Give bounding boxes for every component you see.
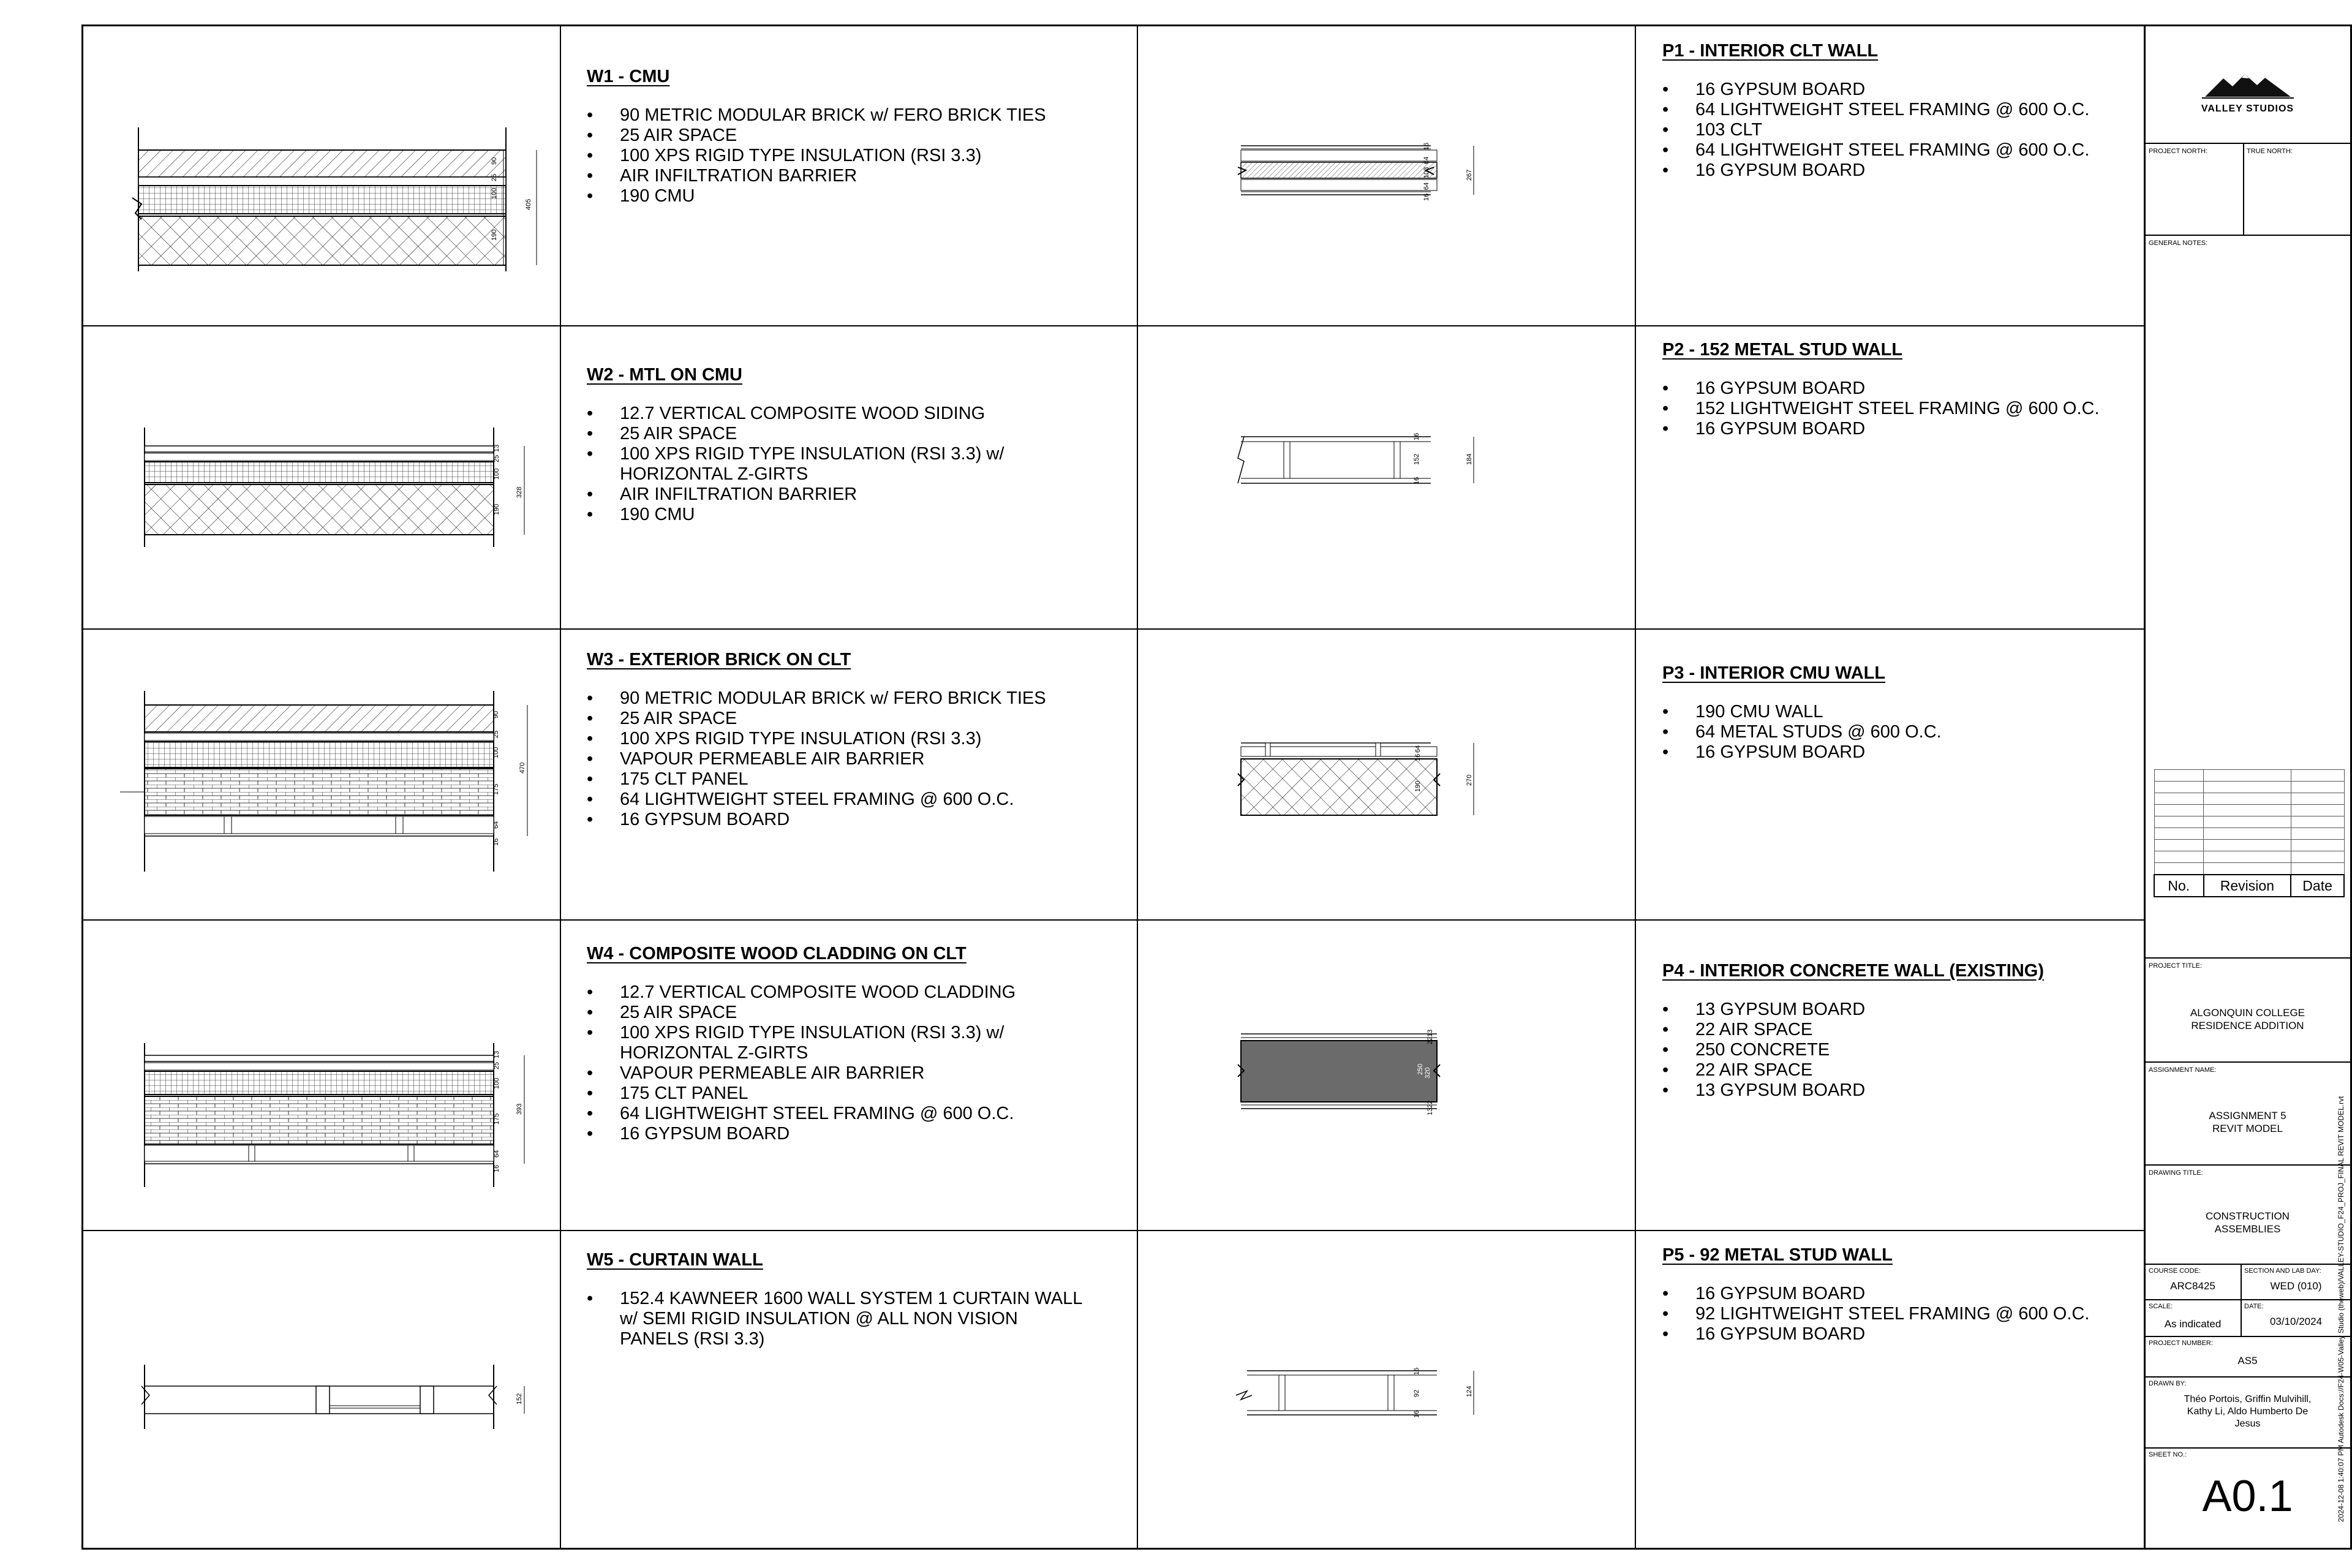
w2-section-drawing (132, 394, 524, 553)
assembly-p3 (1662, 663, 1942, 763)
layer-item: • 100 XPS RIGID TYPE INSULATION (RSI 3.3) w/ HORIZONTAL Z-GIRTS (587, 444, 1004, 484)
assembly-w2 (587, 365, 1004, 525)
p4-dim: 22 (1427, 1036, 1434, 1044)
date-label: DATE: (2244, 1303, 2264, 1310)
rev-header-revision: Revision (2204, 875, 2291, 897)
scale-value: As indicated (2164, 1318, 2222, 1330)
w1-dim: 100 (491, 187, 498, 199)
assignment-name: ASSIGNMENT 5 REVIT MODEL (2209, 1110, 2286, 1134)
p5-section-drawing (1235, 1343, 1651, 1447)
w4-dim: 16 (493, 1164, 500, 1172)
true-north-label: TRUE NORTH: (2247, 148, 2293, 155)
w2-dim: 100 (493, 468, 500, 480)
tb-rule (2145, 1336, 2350, 1337)
w3-dim: 16 (492, 838, 500, 846)
layer-item: • 22 AIR SPACE (1662, 1020, 2044, 1040)
p5-dim: 16 (1413, 1410, 1420, 1418)
drawing-title: CONSTRUCTION ASSEMBLIES (2206, 1210, 2290, 1235)
assembly-p2 (1662, 340, 2100, 439)
p4-section-drawing (1235, 1019, 1651, 1135)
section-day: WED (010) (2270, 1280, 2322, 1292)
layer-item: • 16 GYPSUM BOARD (587, 1124, 1016, 1144)
layer-list (1662, 1284, 2089, 1344)
p5-dim: 92 (1413, 1389, 1420, 1397)
w3-dim: 25 (492, 730, 500, 738)
layer-item: • 190 CMU WALL (1662, 702, 1942, 722)
tb-rule (2145, 1299, 2350, 1300)
layer-item: • 16 GYPSUM BOARD (1662, 1324, 2089, 1344)
w3-dim: 64 (492, 821, 500, 829)
layer-item: • 16 GYPSUM BOARD (587, 810, 1046, 830)
w1-section-drawing (132, 94, 532, 277)
p1-dim: 16 (1423, 142, 1430, 150)
w2-dim: 25 (493, 454, 500, 462)
p2-dim: 152 (1413, 453, 1420, 465)
layer-item: • 25 AIR SPACE (587, 126, 1046, 146)
tb-rule (2145, 1376, 2350, 1378)
layer-list (587, 105, 1046, 206)
w3-dim: 90 (492, 710, 500, 718)
layer-item: • 64 LIGHTWEIGHT STEEL FRAMING @ 600 O.C. (1662, 100, 2089, 120)
w3-dim: 100 (492, 747, 500, 758)
tb-rule (2145, 1447, 2350, 1449)
layer-item: • 64 LIGHTWEIGHT STEEL FRAMING @ 600 O.C. (1662, 140, 2089, 160)
assembly-p5 (1662, 1245, 2089, 1344)
grid-divider (83, 919, 2144, 921)
project-number: AS5 (2237, 1355, 2258, 1366)
w4-dim: 100 (493, 1077, 500, 1089)
w3-dim-total: 470 (519, 762, 526, 774)
assembly-title: W1 - CMU (587, 67, 670, 86)
general-notes-label: GENERAL NOTES: (2149, 239, 2208, 247)
firm-name: VALLEY STUDIOS (2201, 104, 2294, 114)
w1-dim-total: 405 (525, 198, 532, 210)
project-title: ALGONQUIN COLLEGE RESIDENCE ADDITION (2190, 1007, 2305, 1031)
p5-dim-total: 124 (1466, 1385, 1473, 1397)
p3-dim: 190 (1414, 780, 1422, 792)
date-value: 03/10/2024 (2269, 1316, 2323, 1327)
layer-item: • 92 LIGHTWEIGHT STEEL FRAMING @ 600 O.C. (1662, 1304, 2089, 1324)
layer-item: • 152 LIGHTWEIGHT STEEL FRAMING @ 600 O.C. (1662, 399, 2100, 419)
layer-list (1662, 1000, 2044, 1101)
w4-dim: 25 (493, 1061, 500, 1069)
tb-rule (2145, 143, 2350, 144)
p3-dim: 64 (1414, 745, 1422, 753)
w3-section-drawing (120, 682, 537, 878)
w1-dim: 190 (491, 229, 498, 241)
rev-header-no: No. (2154, 875, 2204, 897)
layer-item: • 22 AIR SPACE (1662, 1060, 2044, 1080)
w2-dim: 190 (493, 503, 500, 515)
course-code: ARC8425 (2170, 1280, 2215, 1292)
drawn-by-label: DRAWN BY: (2149, 1380, 2187, 1387)
w4-dim-total: 393 (516, 1103, 523, 1115)
w4-dim: 175 (493, 1113, 500, 1125)
grid-divider (83, 628, 2144, 630)
project-title-label: PROJECT TITLE: (2149, 962, 2203, 970)
title-block (2145, 26, 2350, 1548)
layer-list (1662, 80, 2089, 181)
layer-item: • 25 AIR SPACE (587, 424, 1004, 444)
w4-section-drawing (132, 997, 524, 1199)
grid-divider (1137, 26, 1138, 1548)
w2-dim-total: 328 (516, 486, 523, 498)
layer-item: • 175 CLT PANEL (587, 769, 1046, 790)
project-number-label: PROJECT NUMBER: (2149, 1340, 2213, 1347)
scale-label: SCALE: (2149, 1303, 2173, 1310)
layer-list (587, 688, 1046, 830)
layer-item: • 16 GYPSUM BOARD (1662, 379, 2100, 399)
w1-dim: 25 (491, 173, 498, 181)
w1-dim: 90 (491, 157, 498, 165)
assembly-title: W5 - CURTAIN WALL (587, 1250, 763, 1270)
assembly-title: P4 - INTERIOR CONCRETE WALL (EXISTING) (1662, 961, 2044, 981)
layer-item: • 13 GYPSUM BOARD (1662, 1000, 2044, 1020)
layer-item: • 25 AIR SPACE (587, 1003, 1016, 1023)
tb-rule (2243, 143, 2244, 235)
layer-item: • 16 GYPSUM BOARD (1662, 80, 2089, 100)
course-code-label: COURSE CODE: (2149, 1267, 2201, 1275)
revision-table (2154, 769, 2345, 897)
layer-item: • 90 METRIC MODULAR BRICK w/ FERO BRICK TIES (587, 688, 1046, 709)
p4-dim-total: 320 (1424, 1067, 1431, 1079)
layer-item: • 100 XPS RIGID TYPE INSULATION (RSI 3.3) w/ HORIZONTAL Z-GIRTS (587, 1023, 1016, 1063)
w4-dim: 13 (493, 1050, 500, 1058)
assembly-title: W2 - MTL ON CMU (587, 365, 742, 385)
layer-item: • 100 XPS RIGID TYPE INSULATION (RSI 3.3) (587, 146, 1046, 166)
tb-rule (2145, 235, 2350, 236)
assembly-title: W3 - EXTERIOR BRICK ON CLT (587, 650, 851, 669)
p1-dim: 16 (1423, 193, 1430, 201)
w5-section-drawing (132, 1337, 524, 1447)
w2-dim: 13 (493, 444, 500, 452)
p1-section-drawing (1235, 112, 1651, 253)
layer-item: • AIR INFILTRATION BARRIER (587, 484, 1004, 505)
p4-dim: 13 (1427, 1029, 1434, 1037)
assembly-title: P2 - 152 METAL STUD WALL (1662, 340, 1903, 360)
assembly-title: P3 - INTERIOR CMU WALL (1662, 663, 1886, 683)
project-north-label: PROJECT NORTH: (2149, 148, 2208, 155)
grid-divider (83, 325, 2144, 326)
sheet-no-label: SHEET NO.: (2149, 1451, 2187, 1458)
mountain-logo-icon (2199, 69, 2297, 100)
layer-item: • 100 XPS RIGID TYPE INSULATION (RSI 3.3) (587, 729, 1046, 749)
assembly-p1 (1662, 41, 2089, 181)
tb-rule (2145, 1264, 2350, 1265)
assembly-w5 (587, 1250, 1082, 1349)
drawing-title-label: DRAWING TITLE: (2149, 1169, 2203, 1177)
layer-list (587, 982, 1016, 1144)
layer-item: • 152.4 KAWNEER 1600 WALL SYSTEM 1 CURTAIN WALL w/ SEMI RIGID INSULATION @ ALL NON VISION PANELS (RSI 3.3) (587, 1289, 1082, 1349)
p3-dim-total: 270 (1466, 774, 1473, 786)
assembly-title: P1 - INTERIOR CLT WALL (1662, 41, 1879, 61)
layer-list (1662, 702, 1942, 763)
p4-dim: 22 (1427, 1100, 1434, 1108)
p2-dim-total: 184 (1466, 453, 1473, 465)
layer-item: • 190 CMU (587, 505, 1004, 525)
assignment-label: ASSIGNMENT NAME: (2149, 1066, 2217, 1074)
layer-item: • VAPOUR PERMEABLE AIR BARRIER (587, 1063, 1016, 1084)
w4-dim: 64 (493, 1150, 500, 1158)
layer-item: • 16 GYPSUM BOARD (1662, 160, 2089, 181)
layer-item: • 103 CLT (1662, 120, 2089, 140)
tb-rule (2145, 1061, 2350, 1063)
w3-dim: 175 (492, 783, 500, 795)
p2-dim: 16 (1413, 432, 1420, 440)
assembly-title: W4 - COMPOSITE WOOD CLADDING ON CLT (587, 944, 967, 963)
rev-header-date: Date (2291, 875, 2344, 897)
layer-list (1662, 379, 2100, 439)
p1-dim: 64 (1423, 182, 1430, 190)
layer-item: • 16 GYPSUM BOARD (1662, 742, 1942, 763)
layer-item: • 25 AIR SPACE (587, 709, 1046, 729)
layer-item: • 64 METAL STUDS @ 600 O.C. (1662, 722, 1942, 742)
p4-dim: 250 (1417, 1063, 1424, 1075)
tb-rule (2145, 957, 2350, 959)
p4-dim: 13 (1427, 1107, 1434, 1115)
layer-item: • VAPOUR PERMEABLE AIR BARRIER (587, 749, 1046, 769)
grid-divider (560, 26, 561, 1548)
sheet-number: A0.1 (2202, 1472, 2293, 1521)
p3-section-drawing (1235, 731, 1651, 853)
layer-item: • 12.7 VERTICAL COMPOSITE WOOD CLADDING (587, 982, 1016, 1003)
grid-divider (83, 1230, 2144, 1231)
assembly-w3 (587, 650, 1046, 830)
layer-item: • 90 METRIC MODULAR BRICK w/ FERO BRICK TIES (587, 105, 1046, 126)
assembly-w1 (587, 67, 1046, 206)
p1-dim-total: 267 (1466, 169, 1473, 181)
layer-item: • 250 CONCRETE (1662, 1040, 2044, 1060)
section-label: SECTION AND LAB DAY: (2244, 1267, 2321, 1275)
p1-dim: 103 (1423, 167, 1430, 178)
w5-dim-total: 152 (516, 1393, 523, 1404)
layer-item: • 16 GYPSUM BOARD (1662, 419, 2100, 439)
p2-section-drawing (1235, 424, 1651, 516)
layer-item: • 12.7 VERTICAL COMPOSITE WOOD SIDING (587, 404, 1004, 424)
layer-list (587, 404, 1004, 525)
layer-item: • 16 GYPSUM BOARD (1662, 1284, 2089, 1304)
drawing-sheet (81, 24, 2352, 1550)
layer-item: • 175 CLT PANEL (587, 1084, 1016, 1104)
p3-dim: 16 (1414, 753, 1422, 761)
layer-item: • 13 GYPSUM BOARD (1662, 1080, 2044, 1101)
p5-dim: 16 (1413, 1367, 1420, 1375)
drawn-by: Théo Portois, Griffin Mulvihill, Kathy Li, Aldo Humberto De Jesus (2184, 1394, 2312, 1429)
layer-item: • 64 LIGHTWEIGHT STEEL FRAMING @ 600 O.C. (587, 1104, 1016, 1124)
layer-item: • 190 CMU (587, 186, 1046, 206)
layer-item: • 64 LIGHTWEIGHT STEEL FRAMING @ 600 O.C. (587, 790, 1046, 810)
assembly-title: P5 - 92 METAL STUD WALL (1662, 1245, 1893, 1265)
layer-list (587, 1289, 1082, 1349)
assembly-w4 (587, 944, 1016, 1144)
file-path-stamp: 2024-12-08 1:40:07 PM Autodesk Docs://F24-W05-Valley Studio (theweb)/VALLEY-STUDIO_F24_PROJ_FINAL REVIT MODEL.rvt (2337, 1096, 2345, 1522)
layer-item: • AIR INFILTRATION BARRIER (587, 166, 1046, 186)
p2-dim: 16 (1413, 477, 1420, 484)
tb-rule (2145, 1164, 2350, 1166)
p1-dim: 64 (1423, 156, 1430, 164)
assembly-p4 (1662, 961, 2044, 1101)
